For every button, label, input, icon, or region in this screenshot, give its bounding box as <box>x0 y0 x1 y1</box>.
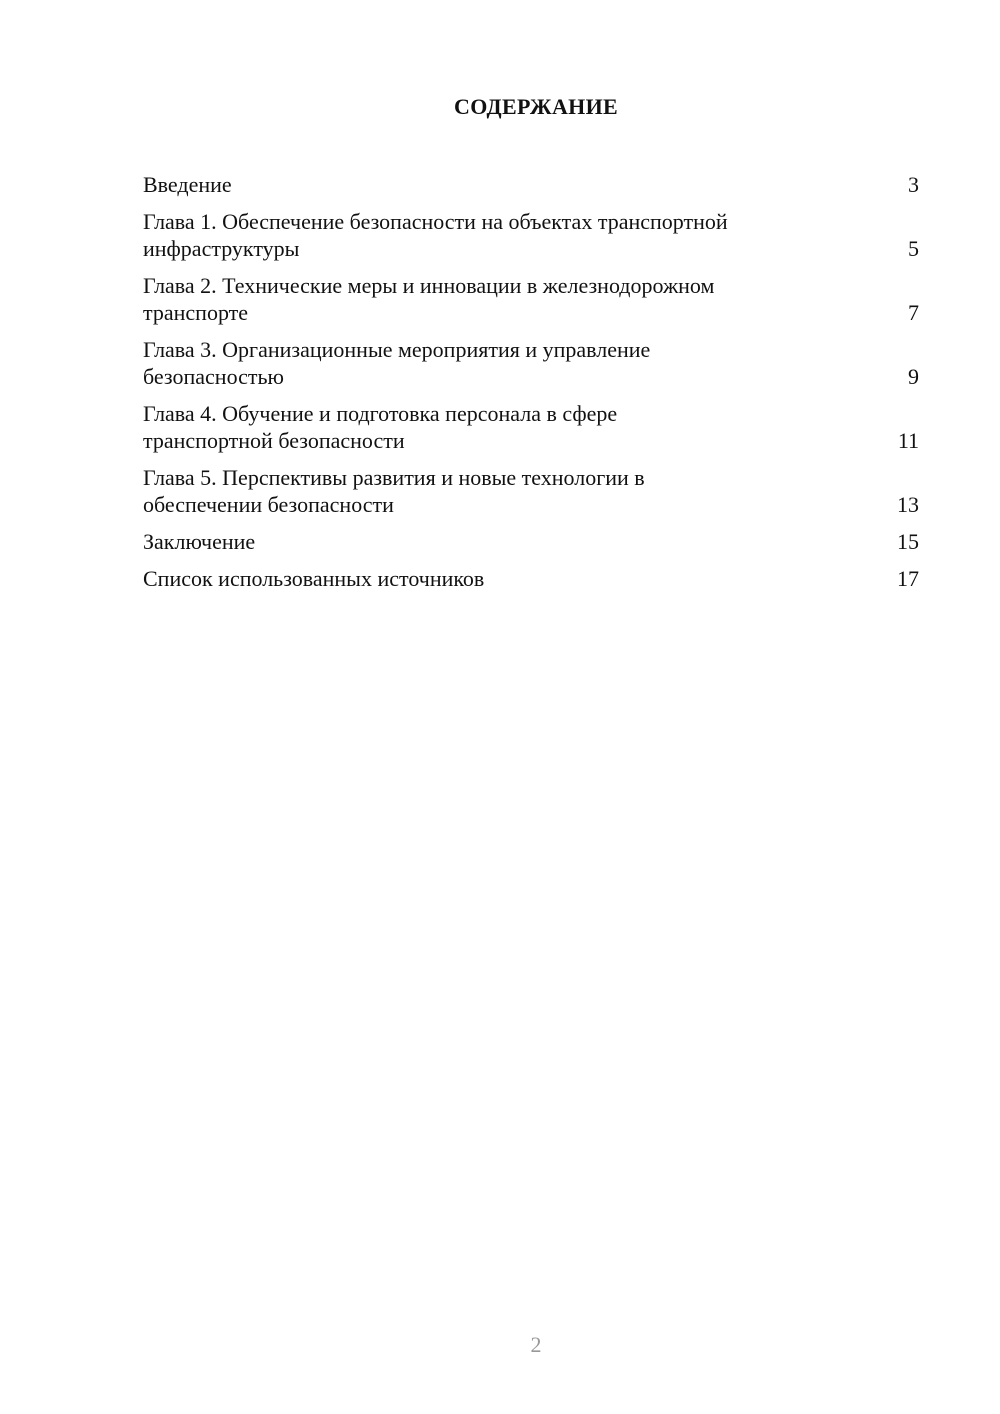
toc-item-page: 5 <box>908 236 919 261</box>
toc-item-text: Глава 2. Технические меры и инновации в железнодорожном транспорте <box>143 273 715 325</box>
toc-item-page: 7 <box>908 300 919 325</box>
toc-item-page: 15 <box>897 529 919 554</box>
toc-item-text: Глава 4. Обучение и подготовка персонала в сфере транспортной безопасности <box>143 401 618 453</box>
toc-item-page: 3 <box>908 172 919 197</box>
toc-item-introduction <box>143 171 919 198</box>
toc-item-page: 9 <box>908 364 919 389</box>
toc-item-chapter-1 <box>143 208 919 262</box>
toc-item-chapter-5 <box>143 464 919 518</box>
toc-item-text: Список использованных источников <box>143 566 485 591</box>
toc-item-chapter-3 <box>143 336 919 390</box>
toc-item-text: Глава 3. Организационные мероприятия и управление безопасностью <box>143 337 651 389</box>
toc-item-page: 11 <box>897 428 919 453</box>
toc-item-chapter-4 <box>143 400 919 454</box>
toc-item-references <box>143 565 919 592</box>
page-title: СОДЕРЖАНИЕ <box>454 94 618 119</box>
toc-item-page: 17 <box>897 566 919 591</box>
toc-item-page: 13 <box>897 492 919 517</box>
toc-item-text: Заключение <box>143 529 256 554</box>
toc-item-text: Глава 1. Обеспечение безопасности на объектах транспортной инфраструктуры <box>143 209 728 261</box>
toc-item-text: Глава 5. Перспективы развития и новые технологии в обеспечении безопасности <box>143 465 645 517</box>
toc-item-chapter-2 <box>143 272 919 326</box>
toc-item-text: Введение <box>143 172 232 197</box>
table-of-contents <box>143 171 919 602</box>
toc-item-conclusion <box>143 528 919 555</box>
page-number: 2 <box>530 1332 542 1357</box>
